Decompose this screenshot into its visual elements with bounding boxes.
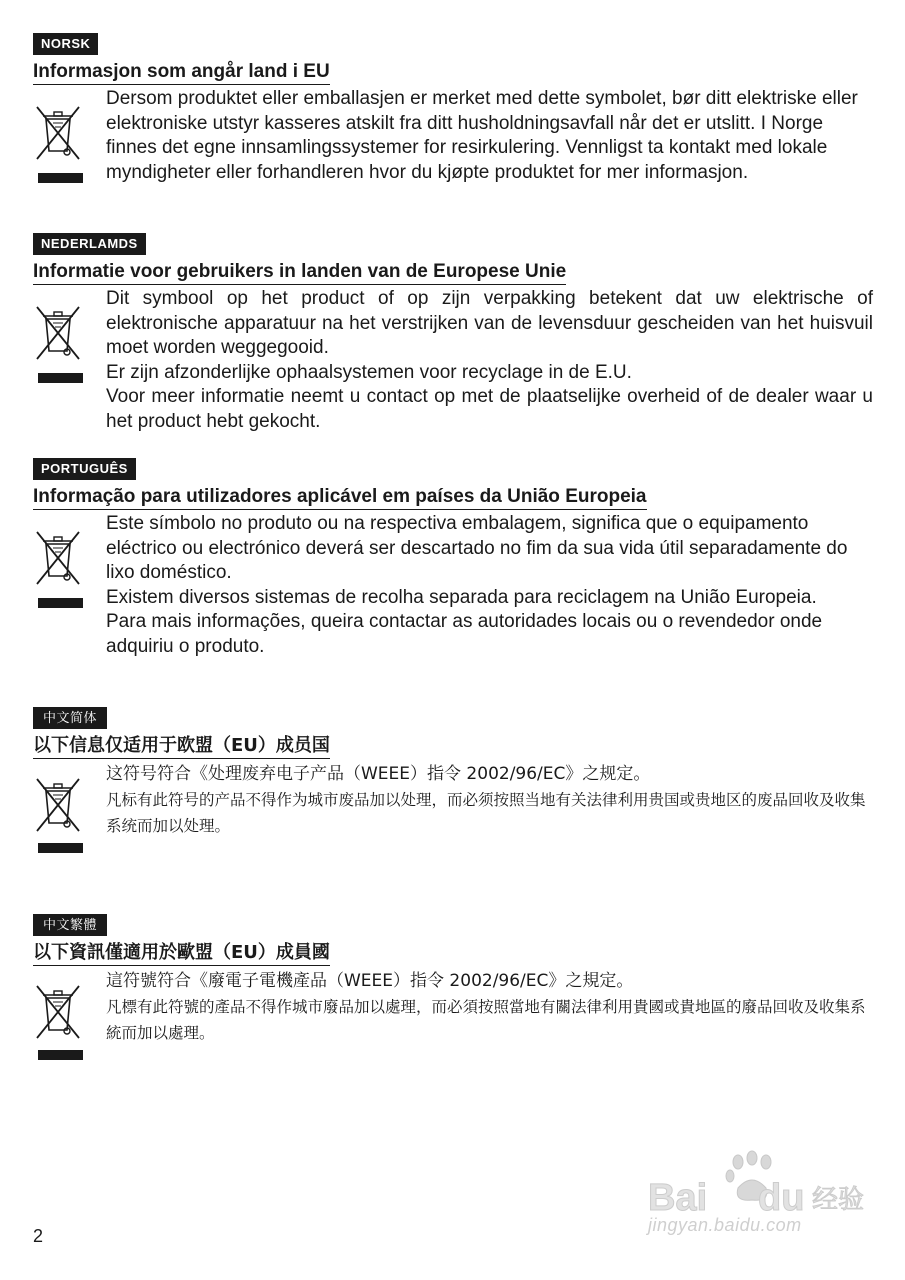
paragraph: Existem diversos sistemas de recolha separada para reciclagem na União Europeia. — [106, 586, 817, 608]
weee-bar — [38, 173, 83, 183]
paragraph: Este símbolo no produto ou na respectiva embalagem, significa que o equipamento eléctrico ou electrónico deverá ser descartado no fim da sua vida útil separadamente do lixo doméstico. — [106, 513, 848, 583]
paragraph: Para mais informações, queira contactar as autoridades locais ou o revendedor onde adquiriu o produto. — [106, 611, 823, 657]
weee-bar — [38, 1050, 83, 1060]
weee-bar — [38, 373, 83, 383]
language-badge: 中文简体 — [33, 707, 107, 729]
paragraph: 这符号符合《处理废弃电子产品（WEEE）指令 2002/96/EC》之规定。 — [106, 764, 651, 784]
language-badge: PORTUGUÊS — [33, 458, 136, 480]
section-nederlands — [33, 233, 873, 434]
crossed-out-wheeled-bin-icon — [33, 773, 83, 833]
section-chinese-simplified — [33, 707, 873, 839]
language-badge: 中文繁體 — [33, 914, 107, 936]
crossed-out-wheeled-bin-icon — [33, 526, 83, 586]
section-heading: Informasjon som angår land i EU — [33, 61, 330, 85]
section-heading: 以下信息仅适用于欧盟（EU）成员国 — [33, 735, 330, 759]
language-badge: NORSK — [33, 33, 98, 55]
paragraph: 這符號符合《廢電子電機產品（WEEE）指令 2002/96/EC》之規定。 — [106, 971, 634, 991]
paragraph: 凡標有此符號的產品不得作城市廢品加以處理，而必須按照當地有關法律利用貴國或貴地區的廢品回收及收集系統而加以處理。 — [106, 998, 866, 1042]
page-number: 2 — [33, 1226, 44, 1246]
crossed-out-wheeled-bin-icon — [33, 980, 83, 1040]
paragraph: 凡标有此符号的产品不得作为城市废品加以处理，而必须按照当地有关法律利用贵国或贵地区的废品回收及收集系统而加以处理。 — [106, 791, 866, 835]
svg-text:经验: 经验 — [812, 1185, 865, 1215]
paragraph: Voor meer informatie neemt u contact op met de plaatselijke overheid of de dealer waar u het product hebt gekocht. — [106, 386, 873, 432]
crossed-out-wheeled-bin-icon — [33, 301, 83, 361]
section-norsk — [33, 33, 873, 185]
section-portugues — [33, 458, 873, 659]
svg-text:Bai: Bai — [648, 1177, 708, 1219]
paragraph: Dersom produktet eller emballasjen er merket med dette symbolet, bør ditt elektriske eller elektroniske utstyr kasseres atskilt fra ditt husholdningsavfall når det er utslitt. I Norge finnes det egne innsamlingssystemer for resirkulering. Vennligst ta kontakt med lokale myndigheter eller forhandleren hvor du kjøpte produktet for mer informasjon. — [106, 88, 858, 183]
watermark-url: jingyan.baidu.com — [648, 1215, 802, 1235]
section-heading: Informatie voor gebruikers in landen van de Europese Unie — [33, 261, 566, 285]
crossed-out-wheeled-bin-icon — [33, 101, 83, 161]
section-heading: Informação para utilizadores aplicável em países da União Europeia — [33, 486, 647, 510]
language-badge: NEDERLAMDS — [33, 233, 146, 255]
svg-text:du: du — [758, 1177, 805, 1219]
paragraph: Dit symbool op het product of op zijn verpakking betekent dat uw elektrische of elektronische apparatuur na het verstrijken van de levensduur gescheiden van het huisvuil moet worden weggegooid. — [106, 288, 873, 358]
section-heading: 以下資訊僅適用於歐盟（EU）成員國 — [33, 942, 330, 966]
section-chinese-traditional — [33, 914, 873, 1046]
weee-bar — [38, 598, 83, 608]
paragraph: Er zijn afzonderlijke ophaalsystemen voor recyclage in de E.U. — [106, 361, 632, 383]
weee-bar — [38, 843, 83, 853]
